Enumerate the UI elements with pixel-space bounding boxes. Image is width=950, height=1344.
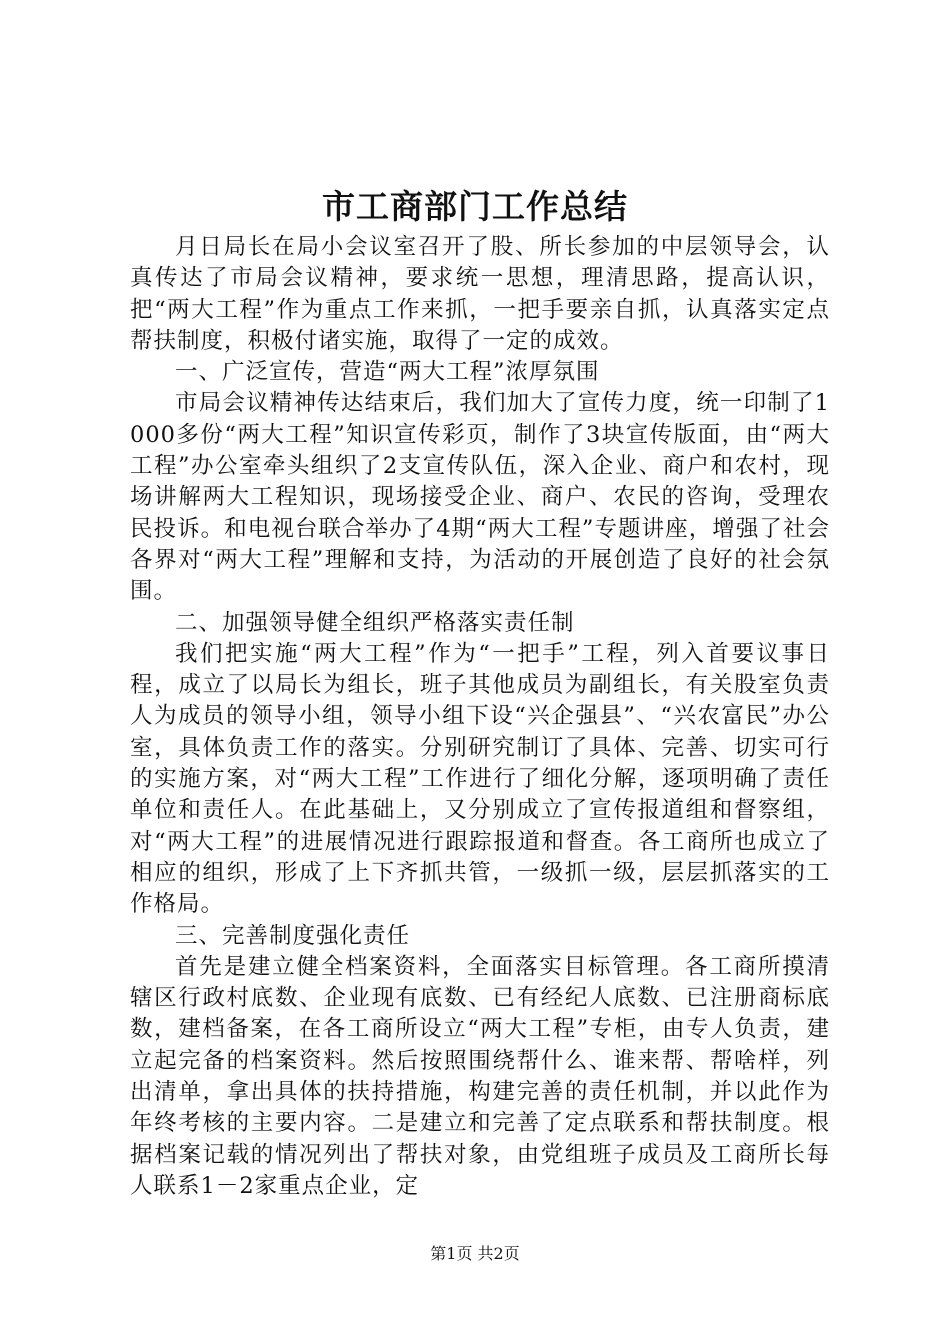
section-heading-1: 一、广泛宣传，营造“两大工程”浓厚氛围 bbox=[175, 359, 600, 386]
section-heading-3: 三、完善制度强化责任 bbox=[175, 922, 411, 949]
document-body bbox=[130, 232, 830, 1202]
intro-paragraph: 月日局长在局小会议室召开了股、所长参加的中层领导会，认真传达了市局会议精神，要求统一思想，理清思路，提高认识，把“两大工程”作为重点工作来抓，一把手要亲自抓，认真落实定点帮扶制度，积极付诸实施，取得了一定的成效。 bbox=[130, 234, 830, 354]
section-heading-2: 二、加强领导健全组织严格落实责任制 bbox=[175, 609, 575, 636]
document-title: 市工商部门工作总结 bbox=[322, 187, 628, 226]
section-1-paragraph: 市局会议精神传达结束后，我们加大了宣传力度，统一印制了1000多份“两大工程”知识宣传彩页，制作了3块宣传版面，由“两大工程”办公室牵头组织了2支宣传队伍，深入企业、商户和农村，现场讲解两大工程知识，现场接受企业、商户、农民的咨询，受理农民投诉。和电视台联合举办了4期“两大工程”专题讲座，增强了社会各界对“两大工程”理解和支持，为活动的开展创造了良好的社会氛围。 bbox=[130, 390, 830, 605]
section-2-paragraph: 我们把实施“两大工程”作为“一把手”工程，列入首要议事日程，成立了以局长为组长，班子其他成员为副组长，有关股室负责人为成员的领导小组，领导小组下设“兴企强县”、“兴农富民”办公室，具体负责工作的落实。分别研究制订了具体、完善、切实可行的实施方案，对“两大工程”工作进行了细化分解，逐项明确了责任单位和责任人。在此基础上，又分别成立了宣传报道组和督察组，对“两大工程”的进展情况进行跟踪报道和督查。各工商所也成立了相应的组织，形成了上下齐抓共管，一级抓一级，层层抓落实的工作格局。 bbox=[130, 640, 830, 918]
section-3-paragraph: 首先是建立健全档案资料，全面落实目标管理。各工商所摸清辖区行政村底数、企业现有底数、已有经纪人底数、已注册商标底数，建档备案，在各工商所设立“两大工程”专柜，由专人负责，建立起完备的档案资料。然后按照围绕帮什么、谁来帮、帮啥样，列出清单，拿出具体的扶持措施，构建完善的责任机制，并以此作为年终考核的主要内容。二是建立和完善了定点联系和帮扶制度。根据档案记载的情况列出了帮扶对象，由党组班子成员及工商所长每人联系1－2家重点企业，定 bbox=[130, 953, 830, 1199]
page-number-footer: 第1页 共2页 bbox=[430, 1244, 520, 1263]
